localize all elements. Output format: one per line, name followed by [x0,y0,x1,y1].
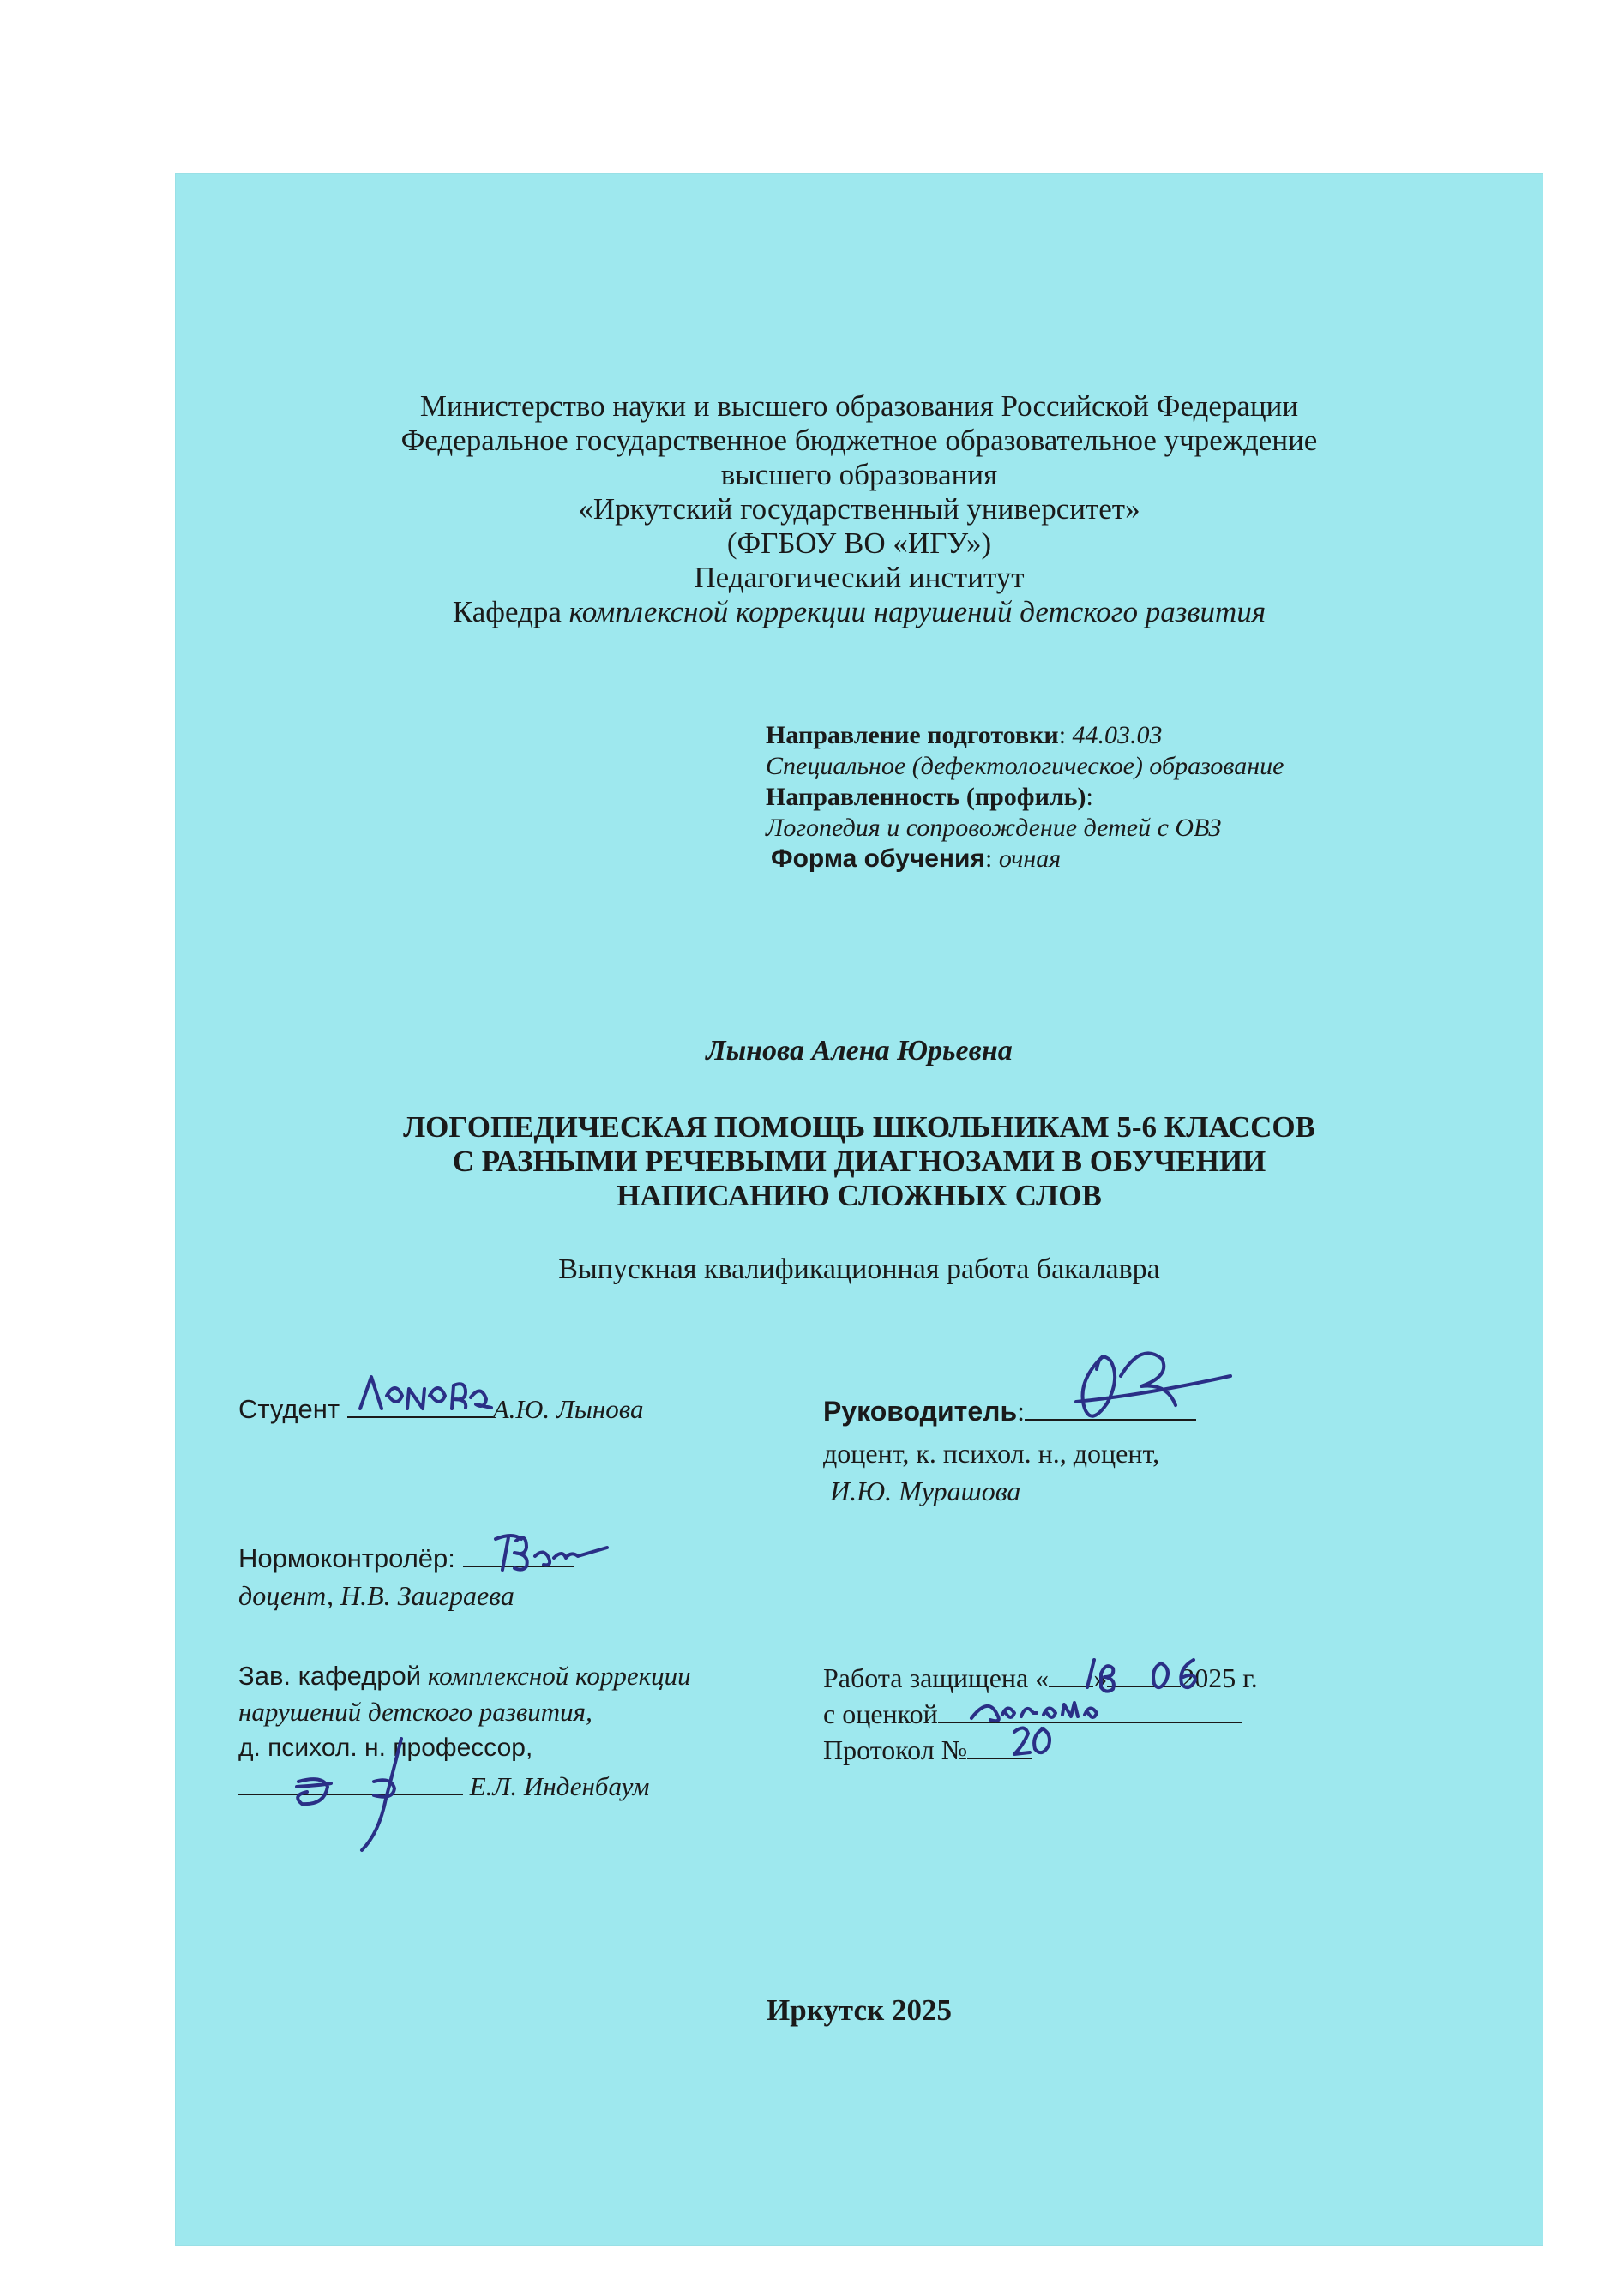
department-line [175,595,1543,629]
defense-sep: » [1093,1662,1108,1693]
head-dept: комплексной коррекции [427,1661,691,1691]
head-label: Зав. кафедрой [238,1661,422,1691]
institution-type-line: Федеральное государственное бюджетное образовательное учреждение [400,424,1318,457]
grade-label: с оценкой [823,1698,938,1729]
supervisor-handwritten-signature [1042,1342,1248,1436]
defense-label: Работа защищена « [823,1662,1050,1693]
work-type: Выпускная квалификационная работа бакалавра [558,1253,1160,1285]
defense-month-handwritten [1149,1653,1226,1696]
form-value: очная [998,844,1062,873]
title-line-2: С РАЗНЫМИ РЕЧЕВЫМИ ДИАГНОЗАМИ В ОБУЧЕНИИ [452,1145,1266,1178]
normcontrol-handwritten-signature [487,1522,616,1582]
head-handwritten-signature [273,1730,461,1859]
supervisor-label: Руководитель [823,1396,1018,1427]
author-name: Лынова Алена Юрьевна [706,1035,1013,1067]
normcontrol-position: доцент, Н.В. Заиграева [238,1580,514,1611]
direction-code: 44.03.03 [1072,721,1163,749]
title-line-1: ЛОГОПЕДИЧЕСКАЯ ПОМОЩЬ ШКОЛЬНИКАМ 5-6 КЛАССОВ [403,1110,1315,1144]
normcontrol-label: Нормоконтролёр [238,1543,448,1573]
head-dept-2: нарушений детского развития, [238,1697,592,1727]
abbrev-line: (ФГБОУ ВО «ИГУ») [726,526,992,560]
direction-block: Направление подготовки: 44.03.03 Специальное (дефектологическое) образование Направленность (профиль): Логопедия и сопровождение детей с ОВЗ Форма обучения: очная [766,720,1383,875]
direction-name: Специальное (дефектологическое) образование [766,752,1284,780]
institution-type-line-2: высшего образования [720,458,998,491]
institute-line: Педагогический институт [694,561,1025,594]
department-label: Кафедра [452,595,562,628]
supervisor-name: И.Ю. Мурашова [830,1476,1021,1506]
supervisor-signature-line: Руководитель: [823,1393,1196,1427]
title-line-3: НАПИСАНИЮ СЛОЖНЫХ СЛОВ [617,1179,1102,1212]
supervisor-position: доцент, к. психол. н., доцент, [823,1438,1160,1469]
form-label: Форма обучения [771,844,985,873]
student-label: Студент [238,1394,340,1424]
ministry-line: Министерство науки и высшего образования Российской Федерации [419,389,1299,423]
head-name: Е.Л. Инденбаум [469,1771,650,1801]
head-line-1 [238,1660,691,1692]
protocol-line [823,1732,1032,1766]
profile-label: Направленность (профиль) [766,783,1086,811]
profile-name: Логопедия и сопровождение детей с ОВЗ [766,814,1222,842]
protocol-label: Протокол № [823,1734,968,1765]
university-line: «Иркутский государственный университет» [578,492,1140,526]
thesis-title [175,1110,1543,1213]
protocol-handwritten [1007,1720,1068,1763]
city-year: Иркутск 2025 [767,1993,952,2027]
department-name: комплексной коррекции нарушений детского развития [568,595,1266,628]
defense-year: 2025 г. [1181,1662,1258,1693]
head-degree: д. психол. н. профессор, [238,1734,533,1762]
direction-label: Направление подготовки [766,721,1059,749]
student-handwritten-signature [356,1361,510,1421]
institution-header [175,389,1543,629]
student-name: А.Ю. Лынова [492,1394,644,1424]
normcontrol-signature-line: Нормоконтролёр: [238,1540,574,1575]
